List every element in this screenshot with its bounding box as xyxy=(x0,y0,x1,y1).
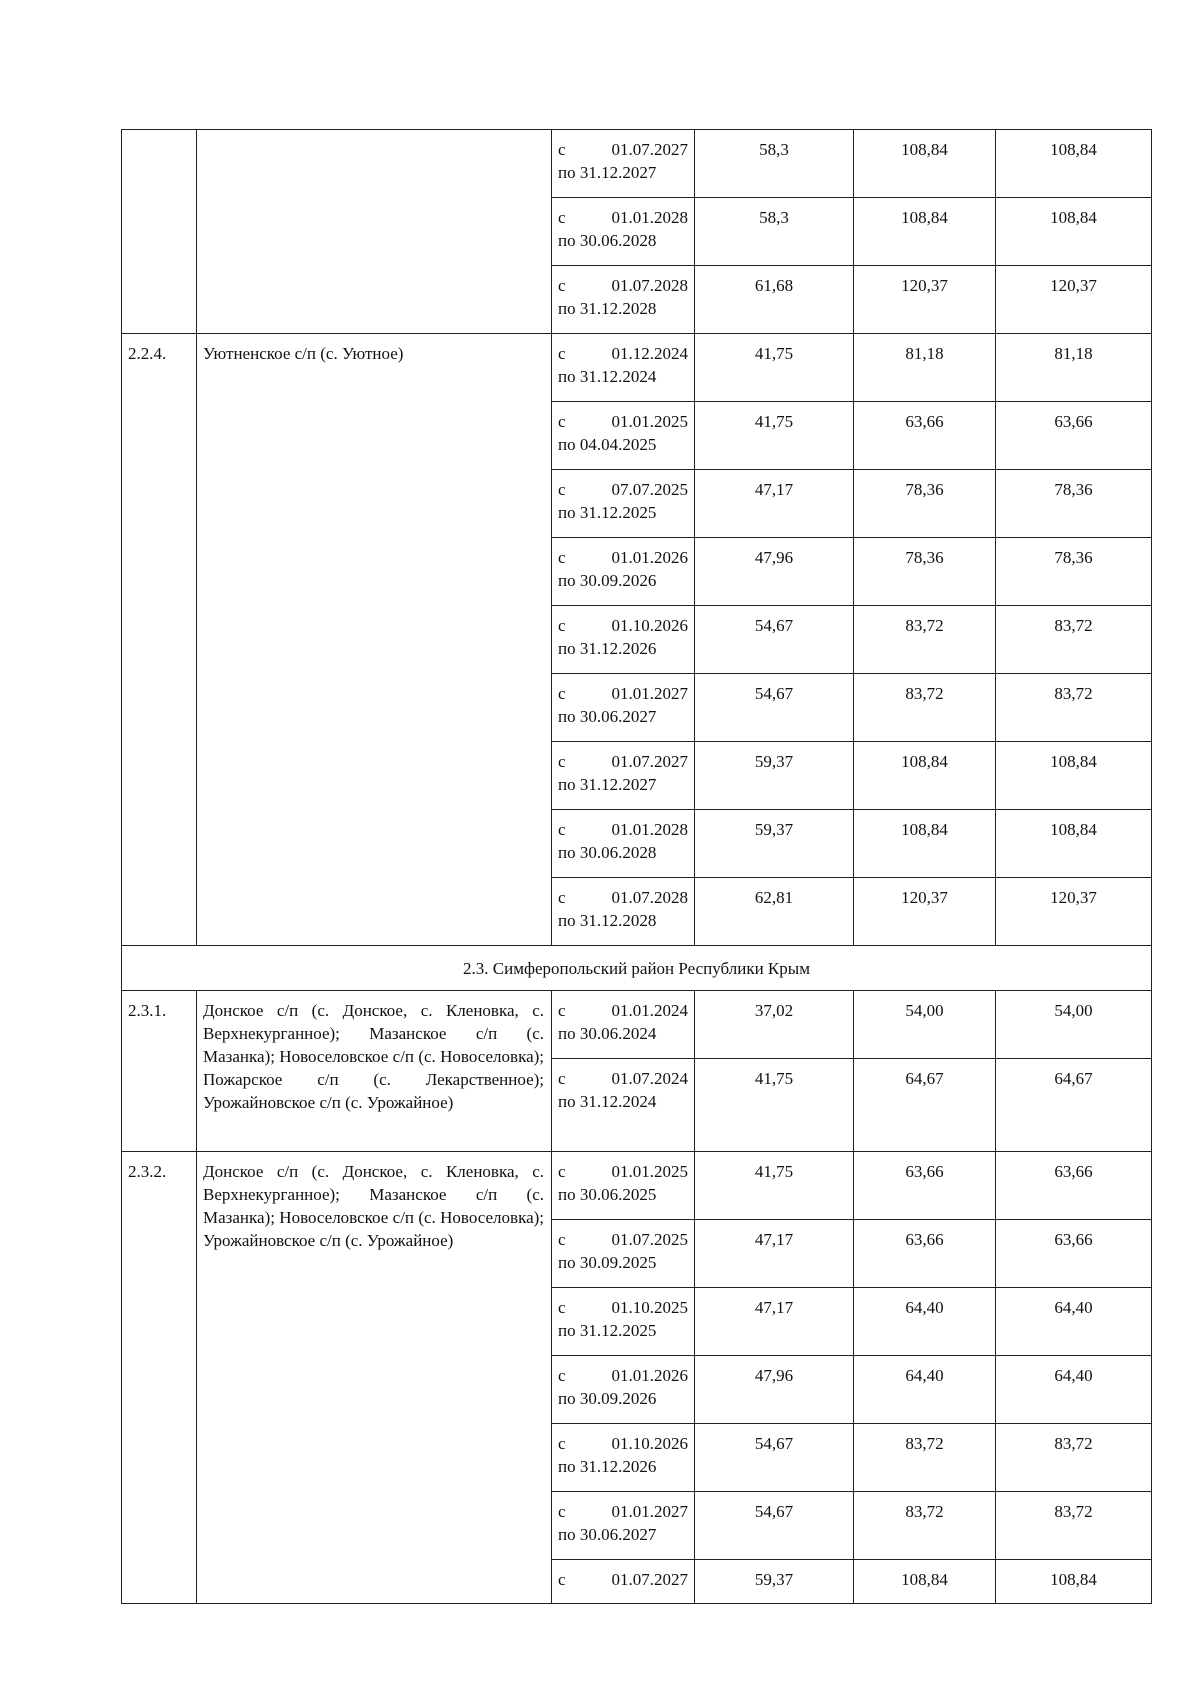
tariff-value-3: 83,72 xyxy=(996,1424,1152,1492)
tariff-value-1: 47,96 xyxy=(695,1356,854,1424)
period-from: 01.07.2028 xyxy=(611,888,688,907)
tariff-value-3: 64,40 xyxy=(996,1288,1152,1356)
period-prefix: с xyxy=(558,548,566,567)
tariff-value-1: 58,3 xyxy=(695,198,854,266)
tariff-value-1: 47,17 xyxy=(695,1288,854,1356)
period-to: по 31.12.2027 xyxy=(558,775,657,794)
section-title: 2.3. Симферопольский район Республики Крым xyxy=(122,946,1152,991)
period-from-line xyxy=(558,1296,688,1319)
period-from-line xyxy=(558,1067,688,1090)
period-prefix: с xyxy=(558,140,566,159)
tariff-value-3: 108,84 xyxy=(996,742,1152,810)
tariff-value-3: 63,66 xyxy=(996,402,1152,470)
period-from-line xyxy=(558,274,688,297)
tariff-value-1: 54,67 xyxy=(695,1424,854,1492)
tariff-value-2: 83,72 xyxy=(854,606,996,674)
period-from: 01.10.2025 xyxy=(611,1298,688,1317)
period-to: по 31.12.2028 xyxy=(558,299,657,318)
tariff-value-1: 59,37 xyxy=(695,1560,854,1604)
tariff-value-3: 78,36 xyxy=(996,470,1152,538)
tariff-value-2: 78,36 xyxy=(854,538,996,606)
item-number: 2.2.4. xyxy=(122,334,197,946)
period-to: по 30.09.2026 xyxy=(558,571,657,590)
tariff-value-2: 83,72 xyxy=(854,674,996,742)
period-to: по 30.06.2028 xyxy=(558,843,657,862)
tariff-value-2: 63,66 xyxy=(854,402,996,470)
period-to: по 30.06.2025 xyxy=(558,1185,657,1204)
period-cell xyxy=(552,1288,695,1356)
period-from: 01.01.2026 xyxy=(611,1366,688,1385)
tariff-value-2: 108,84 xyxy=(854,1560,996,1604)
tariff-value-3: 108,84 xyxy=(996,810,1152,878)
settlement-name: Уютненское с/п (с. Уютное) xyxy=(197,334,552,946)
period-prefix: с xyxy=(558,1366,566,1385)
tariff-value-2: 54,00 xyxy=(854,991,996,1059)
period-to: по 31.12.2026 xyxy=(558,639,657,658)
item-number: 2.3.1. xyxy=(122,991,197,1152)
tariff-value-3: 54,00 xyxy=(996,991,1152,1059)
period-prefix: с xyxy=(558,412,566,431)
tariff-value-3: 64,40 xyxy=(996,1356,1152,1424)
period-prefix: с xyxy=(558,1570,566,1589)
period-from-line xyxy=(558,478,688,501)
period-from: 01.10.2026 xyxy=(611,1434,688,1453)
tariff-value-1: 54,67 xyxy=(695,1492,854,1560)
tariff-value-2: 120,37 xyxy=(854,266,996,334)
tariff-value-1: 41,75 xyxy=(695,334,854,402)
period-prefix: с xyxy=(558,1502,566,1521)
period-prefix: с xyxy=(558,480,566,499)
period-from-line xyxy=(558,1160,688,1183)
period-from: 07.07.2025 xyxy=(611,480,688,499)
period-to: по 31.12.2024 xyxy=(558,1092,657,1111)
period-cell xyxy=(552,1424,695,1492)
period-cell xyxy=(552,878,695,946)
period-prefix: с xyxy=(558,208,566,227)
period-from-line xyxy=(558,138,688,161)
tariff-value-3: 78,36 xyxy=(996,538,1152,606)
period-from: 01.07.2024 xyxy=(611,1069,688,1088)
tariff-value-3: 63,66 xyxy=(996,1152,1152,1220)
tariff-value-1: 61,68 xyxy=(695,266,854,334)
tariff-value-1: 54,67 xyxy=(695,674,854,742)
period-from: 01.01.2024 xyxy=(611,1001,688,1020)
tariff-value-2: 108,84 xyxy=(854,130,996,198)
name-cell xyxy=(197,130,552,334)
period-to: по 30.06.2024 xyxy=(558,1024,657,1043)
period-from: 01.10.2026 xyxy=(611,616,688,635)
period-to: по 31.12.2025 xyxy=(558,1321,657,1340)
period-prefix: с xyxy=(558,1434,566,1453)
period-to: по 30.09.2026 xyxy=(558,1389,657,1408)
period-cell xyxy=(552,198,695,266)
tariff-value-1: 58,3 xyxy=(695,130,854,198)
period-from-line xyxy=(558,206,688,229)
tariff-value-2: 108,84 xyxy=(854,198,996,266)
tariff-value-2: 63,66 xyxy=(854,1152,996,1220)
item-number: 2.3.2. xyxy=(122,1152,197,1604)
period-cell xyxy=(552,266,695,334)
tariff-value-1: 41,75 xyxy=(695,402,854,470)
period-from-line xyxy=(558,1432,688,1455)
tariff-value-3: 83,72 xyxy=(996,606,1152,674)
tariff-value-1: 47,96 xyxy=(695,538,854,606)
period-to: по 31.12.2027 xyxy=(558,163,657,182)
period-cell xyxy=(552,130,695,198)
tariff-value-2: 63,66 xyxy=(854,1220,996,1288)
period-to: по 04.04.2025 xyxy=(558,435,657,454)
section-row xyxy=(122,946,1152,991)
period-from: 01.07.2027 xyxy=(611,752,688,771)
tariff-value-1: 59,37 xyxy=(695,742,854,810)
period-to: по 31.12.2024 xyxy=(558,367,657,386)
tariff-value-2: 64,67 xyxy=(854,1059,996,1152)
tariff-value-3: 108,84 xyxy=(996,1560,1152,1604)
tariff-value-2: 83,72 xyxy=(854,1492,996,1560)
table-row xyxy=(122,130,1152,198)
tariff-value-2: 120,37 xyxy=(854,878,996,946)
tariff-value-1: 41,75 xyxy=(695,1059,854,1152)
table-row xyxy=(122,334,1152,402)
tariff-value-3: 64,67 xyxy=(996,1059,1152,1152)
period-cell xyxy=(552,606,695,674)
period-prefix: с xyxy=(558,1230,566,1249)
tariff-value-2: 78,36 xyxy=(854,470,996,538)
tariff-value-2: 64,40 xyxy=(854,1288,996,1356)
period-from-line xyxy=(558,1228,688,1251)
period-from: 01.01.2027 xyxy=(611,1502,688,1521)
period-from: 01.01.2025 xyxy=(611,1162,688,1181)
period-prefix: с xyxy=(558,888,566,907)
period-from: 01.01.2028 xyxy=(611,820,688,839)
period-prefix: с xyxy=(558,344,566,363)
settlement-name: Донское с/п (с. Донское, с. Кленовка, с. Верхнекурганное); Мазанское с/п (с. Мазанка); Новоселовское с/п (с. Новоселовка); Урожайновское с/п (с. Урожайное) xyxy=(197,1152,552,1604)
period-to: по 30.09.2025 xyxy=(558,1253,657,1272)
period-from: 01.01.2028 xyxy=(611,208,688,227)
period-from: 01.07.2027 xyxy=(611,140,688,159)
tariff-value-2: 108,84 xyxy=(854,742,996,810)
period-from-line xyxy=(558,1364,688,1387)
tariff-value-3: 81,18 xyxy=(996,334,1152,402)
tariff-value-1: 59,37 xyxy=(695,810,854,878)
period-to: по 30.06.2028 xyxy=(558,231,657,250)
tariff-value-1: 54,67 xyxy=(695,606,854,674)
period-cell xyxy=(552,810,695,878)
number-cell xyxy=(122,130,197,334)
period-cell xyxy=(552,1356,695,1424)
period-from-line xyxy=(558,818,688,841)
tariff-value-2: 81,18 xyxy=(854,334,996,402)
tariff-value-3: 120,37 xyxy=(996,266,1152,334)
period-prefix: с xyxy=(558,1162,566,1181)
tariff-value-1: 62,81 xyxy=(695,878,854,946)
tariff-value-3: 120,37 xyxy=(996,878,1152,946)
period-cell xyxy=(552,1059,695,1152)
period-cell xyxy=(552,402,695,470)
period-cell xyxy=(552,742,695,810)
period-prefix: с xyxy=(558,276,566,295)
tariff-value-1: 47,17 xyxy=(695,470,854,538)
period-cell xyxy=(552,334,695,402)
period-from-line xyxy=(558,1500,688,1523)
tariff-value-3: 108,84 xyxy=(996,130,1152,198)
period-cell xyxy=(552,991,695,1059)
period-from-line xyxy=(558,410,688,433)
period-cell xyxy=(552,1560,695,1604)
tariff-value-2: 83,72 xyxy=(854,1424,996,1492)
period-from-line xyxy=(558,614,688,637)
period-to: по 30.06.2027 xyxy=(558,707,657,726)
period-cell xyxy=(552,1152,695,1220)
table-row xyxy=(122,991,1152,1059)
tariff-value-1: 37,02 xyxy=(695,991,854,1059)
period-from: 01.01.2026 xyxy=(611,548,688,567)
tariff-value-3: 83,72 xyxy=(996,674,1152,742)
period-to: по 31.12.2025 xyxy=(558,503,657,522)
period-from-line xyxy=(558,750,688,773)
period-to: по 31.12.2026 xyxy=(558,1457,657,1476)
tariff-value-1: 41,75 xyxy=(695,1152,854,1220)
period-from-line xyxy=(558,999,688,1022)
period-from: 01.01.2025 xyxy=(611,412,688,431)
period-from: 01.12.2024 xyxy=(611,344,688,363)
period-from-line xyxy=(558,546,688,569)
period-prefix: с xyxy=(558,1069,566,1088)
period-to: по 31.12.2028 xyxy=(558,911,657,930)
period-from: 01.01.2027 xyxy=(611,684,688,703)
period-to: по 30.06.2027 xyxy=(558,1525,657,1544)
tariff-table xyxy=(121,129,1152,1604)
period-cell xyxy=(552,674,695,742)
period-cell xyxy=(552,1492,695,1560)
period-from-line xyxy=(558,342,688,365)
period-prefix: с xyxy=(558,1001,566,1020)
period-from: 01.07.2027 xyxy=(611,1570,688,1589)
period-prefix: с xyxy=(558,820,566,839)
period-cell xyxy=(552,470,695,538)
tariff-value-3: 63,66 xyxy=(996,1220,1152,1288)
period-prefix: с xyxy=(558,684,566,703)
period-prefix: с xyxy=(558,752,566,771)
period-from: 01.07.2028 xyxy=(611,276,688,295)
period-cell xyxy=(552,1220,695,1288)
tariff-table-body xyxy=(122,130,1152,1604)
period-from: 01.07.2025 xyxy=(611,1230,688,1249)
period-from-line xyxy=(558,1568,688,1591)
period-cell xyxy=(552,538,695,606)
period-from-line xyxy=(558,682,688,705)
period-from-line xyxy=(558,886,688,909)
table-row xyxy=(122,1152,1152,1220)
tariff-value-2: 108,84 xyxy=(854,810,996,878)
settlement-name: Донское с/п (с. Донское, с. Кленовка, с. Верхнекурганное); Мазанское с/п (с. Мазанка); Новоселовское с/п (с. Новоселовка); Пожарское с/п (с. Лекарственное); Урожайновское с/п (с. Урожайное) xyxy=(197,991,552,1152)
period-prefix: с xyxy=(558,1298,566,1317)
tariff-value-3: 108,84 xyxy=(996,198,1152,266)
tariff-value-2: 64,40 xyxy=(854,1356,996,1424)
tariff-value-1: 47,17 xyxy=(695,1220,854,1288)
period-prefix: с xyxy=(558,616,566,635)
tariff-value-3: 83,72 xyxy=(996,1492,1152,1560)
